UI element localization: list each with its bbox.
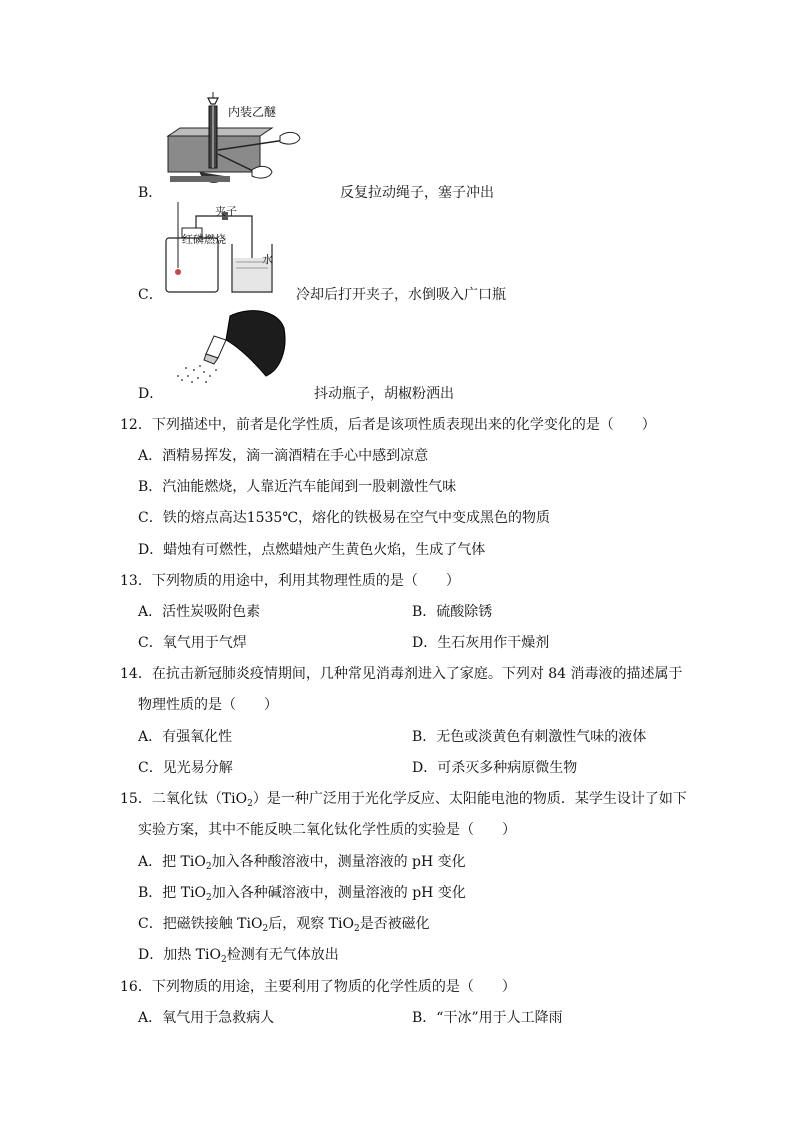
question-14-stem-line1: 14．在抗击新冠肺炎疫情期间，几种常见消毒剂进入了家庭。下列对 84 消毒液的描述属于 [120, 666, 683, 682]
option-d-part2: 检测有无气体放出 [226, 947, 339, 963]
figure-label-water: 水 [262, 253, 273, 266]
question-15-stem-part1: 15．二氧化钛（TiO [120, 791, 248, 807]
question-14-stem-line2: 物理性质的是（ ） [138, 697, 278, 713]
subscript: 2 [205, 862, 212, 872]
question-16-option-a: A．氧气用于急救病人 [138, 1010, 275, 1026]
question-12-option-d: D．蜡烛有可燃性，点燃蜡烛产生黄色火焰，生成了气体 [138, 542, 486, 558]
option-b-part2: 加入各种碱溶液中，测量溶液的 pH 变化 [211, 885, 466, 901]
figure-pepper-shaker [170, 306, 290, 386]
question-12-option-c: C．铁的熔点高达1535℃，熔化的铁极易在空气中变成黑色的物质 [138, 510, 551, 526]
option-c-caption: 冷却后打开夹子，水倒吸入广口瓶 [296, 287, 506, 303]
question-13-option-b: B．硫酸除锈 [412, 604, 493, 620]
question-14-option-a: A．有强氧化性 [138, 729, 233, 745]
question-13-option-d: D．生石灰用作干燥剂 [412, 635, 550, 651]
option-c-part3: 是否被磁化 [359, 916, 430, 932]
subscript: 2 [262, 924, 269, 934]
figure-label-red-phosphorus: 红磷燃烧 [182, 233, 226, 246]
question-15-option-c [138, 915, 430, 933]
question-14-option-d: D．可杀灭多种病原微生物 [412, 760, 578, 776]
option-d-part1: D．加热 TiO [138, 947, 221, 963]
question-14-option-c: C．见光易分解 [138, 760, 233, 776]
question-15-option-a [138, 853, 466, 871]
option-d-caption: 抖动瓶子，胡椒粉洒出 [314, 386, 454, 402]
question-14-option-b: B．无色或淡黄色有刺激性气味的液体 [412, 729, 647, 745]
option-c-part1: C．把磁铁接触 TiO [138, 916, 263, 932]
question-15-stem-line2: 实验方案，其中不能反映二氧化钛化学性质的实验是（ ） [138, 822, 516, 838]
option-label-d: D． [138, 386, 164, 402]
question-13-option-c: C．氧气用于气焊 [138, 635, 247, 651]
question-15-option-b [138, 884, 466, 902]
question-15-stem-part2: ）是一种广泛用于光化学反应、太阳能电池的物质．某学生设计了如下 [252, 791, 687, 807]
subscript: 2 [353, 924, 360, 934]
question-15-stem-line1 [120, 790, 687, 808]
figure-label-ether: 内装乙醚 [228, 105, 277, 119]
question-13-option-a: A．活性炭吸附色素 [138, 604, 261, 620]
option-a-part2: 加入各种酸溶液中，测量溶液的 pH 变化 [211, 854, 466, 870]
option-b-part1: B．把 TiO [138, 885, 207, 901]
figure-label-clip: 夹子 [215, 205, 237, 218]
option-a-part1: A．把 TiO [138, 854, 206, 870]
question-12-option-a: A．酒精易挥发，滴一滴酒精在手心中感到凉意 [138, 448, 429, 464]
question-15-option-d [138, 946, 339, 964]
question-13-stem: 13．下列物质的用途中，利用其物理性质的是（ ） [120, 573, 460, 589]
question-12-option-b: B．汽油能燃烧，人靠近汽车能闻到一股刺激性气味 [138, 479, 457, 495]
option-label-b: B． [138, 185, 163, 201]
option-b-caption: 反复拉动绳子，塞子冲出 [340, 185, 494, 201]
question-12-stem: 12．下列描述中，前者是化学性质，后者是该项性质表现出来的化学变化的是（ ） [120, 417, 656, 433]
option-c-part2: 后，观察 TiO [268, 916, 354, 932]
subscript: 2 [247, 799, 253, 809]
question-16-stem: 16．下列物质的用途，主要利用了物质的化学性质的是（ ） [120, 979, 516, 995]
question-16-option-b: B．“干冰”用于人工降雨 [412, 1010, 563, 1026]
subscript: 2 [220, 955, 227, 965]
subscript: 2 [206, 893, 212, 903]
option-label-c: C． [138, 287, 163, 303]
